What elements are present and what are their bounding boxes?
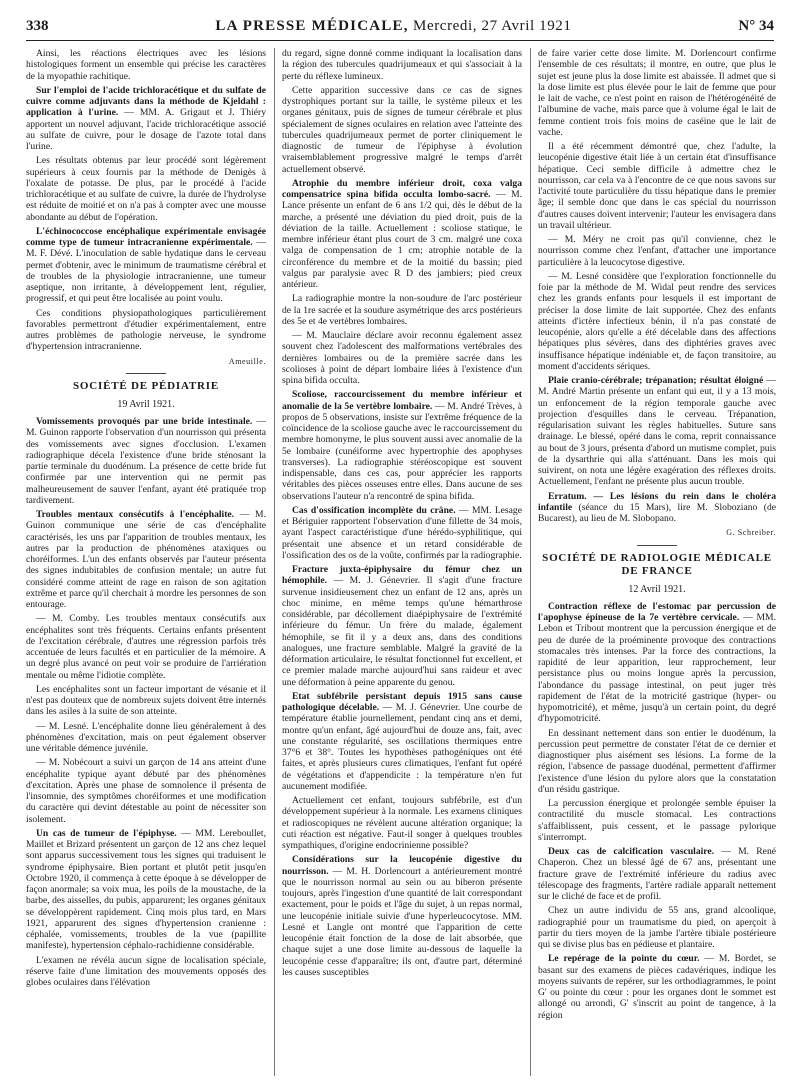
article-heading: Troubles mentaux consécutifs à l'encéphalite.: [36, 509, 235, 520]
column-left: [26, 48, 266, 1076]
section-date: 12 Avril 1921.: [628, 583, 686, 595]
paragraph: En dessinant nettement dans son entier le duodénum, la percussion peut permettre de constater l'état de ce dernier et diagnostiquer plus aisément ses lésions. La forme de la région, l'absence de passage duodénal, permettent d'affirmer l'existence d'une lésion du pylore alors que la constatation d'un résidu gastrique.: [538, 727, 776, 795]
section-rule: [637, 545, 677, 546]
paragraph: de faire varier cette dose limite. M. Dorlencourt confirme l'ensemble de ces résultats; il montre, en outre, que plus le sujet est jeune plus la dose limite est abaissée. Il admet que si la dose limite est plus élevée pour le lait de femme que pour le lait de vache, ce n'est point en raison de l'hétérogénéité de l'albumine de vache, mais parce que à volume égal le lait de femme contient trois fois moins de caséine que le lait de vache.: [538, 48, 776, 138]
paragraph: [26, 828, 266, 952]
paragraph: [538, 846, 776, 902]
article-body: — M. André Trèves, à propos de 5 observations, insiste sur l'extrême fréquence de la coïncidence de la scoliose gauche avec le raccourcissement du membre homonyme, le plus souvent aussi avec anomalie de la 5e lombaire (cunéiforme avec hypertrophie des apophyses transverses). La radiographie stéréoscopique est souvent indispensable, dans ces cas, pour apprécier les rapports véritables des pièces osseuses entre elles. Dans aucune de ses observations l'auteur n'a rencontré de spina bifida.: [282, 400, 522, 502]
section-title: SOCIÉTÉ DE PÉDIATRIE: [73, 379, 219, 392]
paragraph: Actuellement cet enfant, toujours subfébrile, est d'un développement supérieur à la normale. Les examens cliniques et radioscopiques ne révèlent aucune altération organique; la cuti réaction est négative. Faut-il songer à quelques troubles sympathiques, d'origine endocrinienne possible?: [282, 795, 522, 851]
issue-date: Mercredi, 27 Avril 1921: [413, 17, 572, 34]
author-signature: Ameuille.: [228, 356, 266, 366]
article-body: — M. J. Génevrier. Il s'agit d'une fracture survenue insidieusement chez un enfant de 12 ans, après un choc minime, en même temps qu'une hémarthrose considérable, par décollement diaépiphysaire de l'extrémité inférieure du fémur. Un frère du malade, également hémophile, se fit il y a deux ans, dans des conditions analogues, une fracture semblable. Malgré la gravité de la déformation articulaire, le résultat fonctionnel fut excellent, et ce premier malade marche aujourd'hui sans raideur et avec une déformation à peine apparente du genou.: [282, 575, 522, 688]
paragraph: [26, 226, 266, 305]
article-body: — MM. Lebon et Tribout montrent que la percussion énergique et de peu de durée de la proéminente provoque des contractions stomacales très intenses. Par la force des contractions, la rapidité de leur apparition, leur rapprochement, leur persistance plus ou moins longue après la percussion, l'abondance du passage intestinal, on peut juger très rapidement de l'état de la motricité gastrique (hyper- ou hypomotricité), et même, jusqu'à un certain point, du degré d'hypomotricité.: [538, 612, 776, 725]
paragraph: [538, 491, 776, 525]
paragraph: — M. Comby. Les troubles mentaux consécutifs aux encéphalites sont très fréquents. Certains enfants présentent de l'excitation cérébrale, d'autres une régression parfois très accentuée de leurs facultés et en particulier de la mémoire. A un degré plus avancé on peut voir se produire de l'arriération mentale ou même l'idiotie complète.: [26, 613, 266, 681]
article-body: — M. René Chaperon. Chez un blessé âgé de 67 ans, présentant une fracture grave de l'extrémité inférieure du radius avec télescopage des fragments, l'artère radiale apparaît nettement sur le cliché de face et de profil.: [538, 846, 776, 902]
article-heading: Sur l'emploi de l'acide trichloracétique et du sulfate de cuivre comme adjuvants dans la méthode de Kjeldahl : application à l'urine.: [26, 84, 266, 119]
paragraph: La radiographie montre la non-soudure de l'arc postérieur de la 1re sacrée et la soudure asymétrique des arcs postérieurs des 5e et 4e vertèbres lombaires.: [282, 293, 522, 327]
article-heading: Fracture juxta-épiphysaire du fémur chez un hémophile.: [282, 564, 522, 587]
article-heading: Scoliose, raccourcissement du membre inférieur et anomalie de la 5e vertèbre lombaire.: [282, 389, 522, 412]
issue-number: N° 34: [738, 17, 774, 34]
article-heading: Erratum. — Les lésions du rein dans le choléra infantile: [538, 490, 776, 513]
section-title: SOCIÉTÉ DE RADIOLOGIE MÉDICALE DE FRANCE: [542, 551, 772, 577]
paragraph: — M. Nobécourt a suivi un garçon de 14 ans atteint d'une encéphalite typique ayant débuté par des phénomènes d'excitation. Après une phase de somnolence il présenta de l'insomnie, des symptômes choréiformes et une modification du caractère qui devint détestable au point de nécessiter son isolement.: [26, 757, 266, 825]
paragraph: L'examen ne révéla aucun signe de localisation spéciale, réserve faite d'une limitation des mouvements opposés des globes oculaires dans l'élévation: [26, 954, 266, 988]
paragraph: — M. Lesné considère que l'exploration fonctionnelle du foie par la méthode de M. Widal peut rendre des services chez les grands enfants pour lesquels il est important de préciser la dose limite de lait supportée. Chez des enfants atteints d'ictère infectieux bénin, il n'a pas constaté de leucopénie, alors qu'elle a été décelable dans des affections hépatiques plus sévères, dans des diphtéries graves avec insuffisance hépatique indéniable et, de façon transitoire, au moment d'accidents sériques.: [538, 270, 776, 372]
paragraph: [282, 564, 522, 688]
article-body: — M. André Martin présente un enfant qui eut, il y a 13 mois, un enfoncement de la région temporale gauche avec projection d'esquilles dans le cerveau. Trépanation, régularisation suivant les règles habituelles. Suture sans drainage. Le blessé, opéré dans le coma, reprit connaissance au bout de 3 jours, présenta d'abord un mutisme complet, puis de la dysarthrie qui alla s'atténuant. Dans les mois qui suivirent, on nota une légère exagération des réflexes droits. Actuellement, l'enfant ne présente plus aucun trouble.: [538, 375, 776, 488]
paragraph: [282, 178, 522, 291]
paragraph: Cette apparition successive dans ce cas de signes dystrophiques portant sur la taille, le système pileux et les organes génitaux, puis de signes de tumeur cérébrale et plus spécialement de signes oculaires en relation avec l'atteinte des tubercules quadrijumeaux permet de porter cliniquement le diagnostic de tumeur de l'épiphyse à évolution vraisemblablement progressive malgré le temps d'arrêt actuellement observé.: [282, 84, 522, 175]
paragraph: — M. Lesné. L'encéphalite donne lieu généralement à des phénomènes d'excitation, mais on peut également observer une véritable démence juvénile.: [26, 720, 266, 754]
section-rule: [126, 373, 166, 374]
paragraph: — M. Méry ne croit pas qu'il convienne, chez le nourrisson comme chez l'enfant, d'attacher une importance particulière à la leucocytose digestive.: [538, 234, 776, 268]
section-date: 19 Avril 1921.: [117, 398, 175, 410]
header-rule: [26, 40, 774, 41]
page-header: [26, 12, 774, 40]
article-body: — MM. Lereboullet, Maillet et Brizard présentent un garçon de 12 ans chez lequel sont apparus successivement tous les signes qui traduisent le syndrome épiphysaire. Bien portant et plutôt petit jusqu'en Octobre 1920, il commença à cette époque à se développer de façon anormale; sa voix mua, les poils de la moustache, de la barbe, des aisselles, du pubis, apparurent; les organes génitaux se développèrent rapidement. Cinq mois plus tard, en Mars 1921, apparurent des signes d'hypertension cranienne : céphalée, vomissements, troubles de la vue (papillite manifeste), hypertension céphalo-rachidienne considérable.: [26, 827, 266, 952]
article-heading: Etat subfébrile persistant depuis 1915 sans cause pathologique décelable.: [282, 690, 522, 713]
paragraph: [282, 389, 522, 502]
article-heading: Considérations sur la leucopénie digestive du nourrisson.: [282, 854, 522, 877]
column-divider: [274, 48, 275, 1076]
article-heading: Cas d'ossification incomplète du crâne.: [292, 504, 456, 516]
article-heading: Un cas de tumeur de l'épiphyse.: [36, 827, 177, 839]
paragraph: Ainsi, les réactions électriques avec les lésions histologiques forment un ensemble qui précise les caractères de la myopathie rachitique.: [26, 48, 266, 82]
paragraph: du regard, signe donné comme indiquant la localisation dans la région des tubercules quadrijumeaux et qui s'associait à la perte du réflexe lumineux.: [282, 48, 522, 82]
paragraph: [538, 375, 776, 488]
paragraph: [282, 854, 522, 978]
paragraph: Les résultats obtenus par leur procédé sont légèrement supérieurs à ceux fournis par la méthode de Denigès à l'oxalate de potasse. De plus, par le procédé à l'acide trichloracétique et au sulfate de cuivre, la durée de l'hydrolyse est réduite de moitié et on n'a pas à compter avec une mousse abondante au début de l'opération.: [26, 155, 266, 223]
paragraph: [538, 953, 776, 1021]
journal-masthead: [215, 18, 571, 35]
article-heading: Vomissements provoqués par une bride intestinale.: [36, 416, 253, 427]
paragraph: La percussion énergique et prolongée semble épuiser la contractilité du muscle stomacal. Les contractions s'affaiblissent, puis cessent, et le passage pylorique s'interrompt.: [538, 798, 776, 843]
paragraph: [26, 85, 266, 153]
article-heading: Contraction réflexe de l'estomac par percussion de l'apophyse épineuse de la 7e vertèbre cervicale.: [538, 600, 776, 623]
article-body: (séance du 15 Mars), lire M. Sloboziano (de Bucarest), au lieu de M. Slobopano.: [538, 501, 776, 524]
paragraph: Il a été récemment démontré que, chez l'adulte, la leucopénie digestive était liée à un certain état d'insuffisance hépatique. Ceci semble difficile à admettre chez le nourrisson, car cela va à l'encontre de ce que nous savons sur l'activité toute particulière du tissu hépatique dans le premier âge; il semble donc que dans le cas spécial du nourrisson d'autres causes doivent intervenir; l'auteur les envisagera dans un travail ultérieur.: [538, 141, 776, 231]
paragraph: [282, 691, 522, 792]
column-divider: [530, 48, 531, 1076]
article-body: — M. Guinon communique une série de cas d'encéphalite caractérisés, les uns par l'apparition de troubles mentaux, les autres par la production de phénomènes ataxiques ou choréiformes. L'un des enfants observés par l'auteur présenta des signes indubitables de confusion mentale; un autre fut considéré comme atteint de rage en raison de son agitation extrême et parce qu'il cherchait à mordre les personnes de son entourage.: [26, 509, 266, 610]
article-body: — MM. A. Grigaut et J. Thiéry apportent un nouvel adjuvant, l'acide trichloracétique associé au sulfate de cuivre, pour le dosage de l'azote total dans l'urine.: [26, 107, 266, 152]
paragraph: [282, 505, 522, 561]
paragraph: Chez un autre individu de 55 ans, grand alcoolique, radiographié pour un traumatisme du pied, on aperçoit à partir du tiers moyen de la jambe l'artère tibiale postérieure qui se divise plus bas en pédieuse et plantaire.: [538, 905, 776, 950]
article-heading: L'échinococcose encéphalique expérimentale envisagée comme type de tumeur intracranienne expérimentale.: [26, 225, 266, 248]
page-number: 338: [26, 17, 49, 34]
column-middle: [282, 48, 522, 1076]
author-signature: G. Schreiber.: [726, 528, 776, 538]
journal-name: LA PRESSE MÉDICALE,: [215, 17, 409, 34]
paragraph: [26, 416, 266, 506]
paragraph: [26, 509, 266, 610]
article-heading: Le repérage de la pointe du cœur.: [548, 953, 700, 965]
article-body: — M. J. Génevrier. Une courbe de température établie journellement, pendant cinq ans et demi, montre qu'un enfant, âgé aujourd'hui de douze ans, fait, avec une constante régularité, ses oscillations thermiques entre 37°6 et 38°. Toutes les hypothèses pathogéniques ont été faites, et après plusieurs cures climatiques, l'enfant fut opéré de végétations et d'appendicite : la température n'en fut aucunement modifiée.: [282, 702, 522, 792]
article-heading: Plaie cranio-cérébrale; trépanation; résultat éloigné: [548, 375, 764, 386]
paragraph: [538, 601, 776, 725]
paragraph: Ces conditions physiopathologiques particulièrement favorables permettront d'étudier expérimentalement, entre autres problèmes de pathologie nerveuse, le syndrome d'hypertension intracranienne.: [26, 307, 266, 353]
article-body: — M. Bordet, se basant sur des examens de pièces cadavériques, indique les moyens suivants de repérer, sur les orthodiagrammes, le point G' ou pointe du cœur : pour les organes dont le sommet est allongé ou arrondi, G' s'inscrit au point de tangence, à la région: [538, 953, 776, 1021]
article-heading: Atrophie du membre inférieur droit, coxa valga compensatrice spina bifida occulta lombo-sacré.: [282, 177, 522, 200]
column-right: [538, 48, 776, 1076]
paragraph: — M. Mauclaire déclare avoir reconnu également assez souvent chez l'adolescent des malformations vertébrales des dernières lombaires ou de la première sacrée dans les scolioses à point de départ lombaire liées à l'existence d'un spina bifida occulta.: [282, 330, 522, 386]
article-body: — M. Guinon rapporte l'observation d'un nourrisson qui présenta des vomissements avec signes d'occlusion. L'examen radiographique décela l'existence d'une bride sténosant la partie terminale du duodénum. La présence de cette bride fut confirmée par une intervention qui ne permit pas malheureusement de sauver l'enfant, ayant été pratiquée trop tardivement.: [26, 416, 266, 506]
article-body: — M. Lance présente un enfant de 6 ans 1/2 qui, dès le début de la marche, a présenté une déviation du pied droit, puis de la déviation de la taille. Actuellement : scoliose statique, le membre inférieur étant plus court de 3 cm. malgré une coxa valga de compensation de 1 cm; atrophie notable de la circonférence du membre et de la moitié du bassin; pied valgus par paralysie avec R D des jambiers; pied creux antérieur.: [282, 189, 522, 290]
article-body: — M. F. Dévé. L'inoculation de sable hydatique dans le cerveau permet d'obtenir, avec le minimum de traumatisme cérébral et de troubles de la physiologie intracranienne, une tumeur aseptique, non irritante, à développement lent, régulier, progressif, et qui peut être localisée au point voulu.: [26, 237, 266, 305]
paragraph: Les encéphalites sont un facteur important de vésanie et il n'est pas douteux que de nombreux sujets doivent être internés dans les asiles à la suite de son atteinte.: [26, 683, 266, 718]
article-body: — M. H. Dorlencourt a antérieurement montré que le nourrisson normal au sein ou au biberon présente toujours, après l'ingestion d'une quantité de lait correspondant exactement, pour le poids et l'âge du sujet, à un repas normal, une leucopénie initiale suivie d'une hyperleucocytose. MM. Lesné et Langle ont montré que l'apparition de cette leucopénie était fonction de la dose de lait absorbée, que chaque sujet a une dose limite au-dessous de laquelle la leucopénie cesse d'apparaître; ils ont, d'autre part, déterminé les causes susceptibles: [282, 865, 522, 978]
article-body: — MM. Lesage et Bériguier rapportent l'observation d'une fillette de 34 mois, ayant l'aspect caractéristique d'une hérédo-syphilitique, qui présentait une absence et un retard considérable de l'ossification des os de la voûte, confirmés par la radiographie.: [282, 504, 522, 561]
article-heading: Deux cas de calcification vasculaire.: [548, 846, 715, 857]
